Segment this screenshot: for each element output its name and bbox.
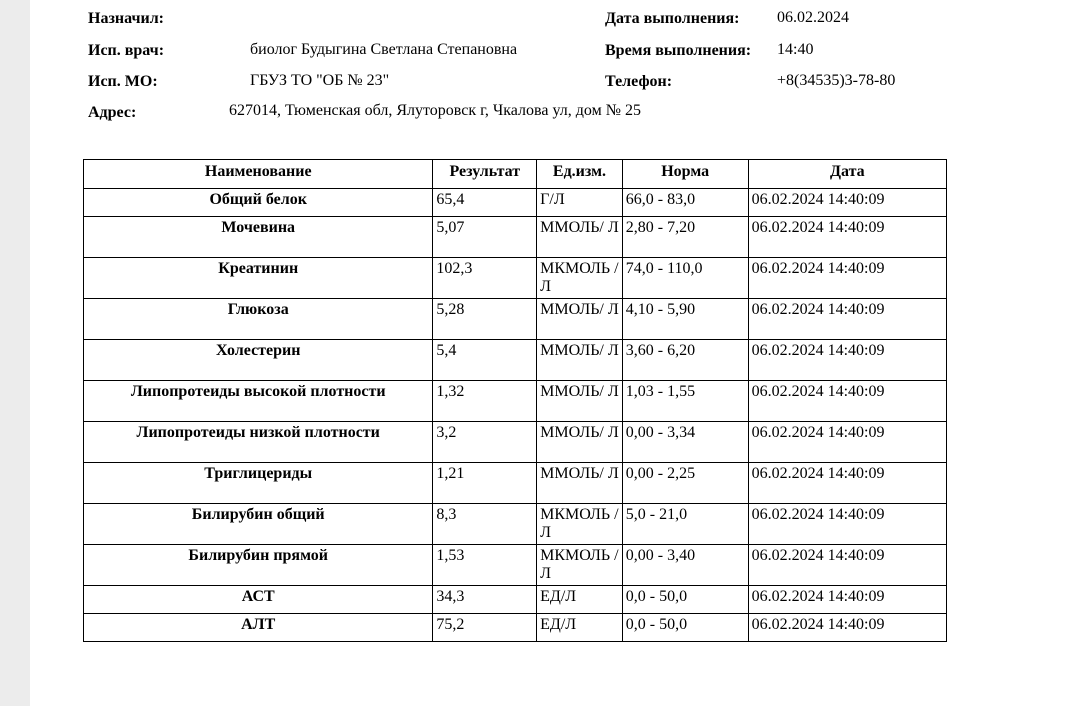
cell-unit: МКМОЛЬ /Л xyxy=(537,258,623,299)
cell-name: Креатинин xyxy=(84,258,433,299)
cell-name: АЛТ xyxy=(84,614,433,642)
table-row xyxy=(84,614,947,642)
cell-result: 102,3 xyxy=(433,258,537,299)
cell-date: 06.02.2024 14:40:09 xyxy=(748,217,946,258)
table-row xyxy=(84,217,947,258)
table-row xyxy=(84,504,947,545)
cell-unit: МКМОЛЬ /Л xyxy=(537,504,623,545)
cell-date: 06.02.2024 14:40:09 xyxy=(748,381,946,422)
cell-date: 06.02.2024 14:40:09 xyxy=(748,463,946,504)
cell-date: 06.02.2024 14:40:09 xyxy=(748,614,946,642)
cell-result: 1,53 xyxy=(433,545,537,586)
date-value: 06.02.2024 xyxy=(777,9,849,26)
cell-result: 8,3 xyxy=(433,504,537,545)
phone-value: +8(34535)3-78-80 xyxy=(777,72,896,89)
table-row xyxy=(84,381,947,422)
cell-unit: ММОЛЬ/ Л xyxy=(537,340,623,381)
table-row xyxy=(84,299,947,340)
table-row xyxy=(84,463,947,504)
cell-date: 06.02.2024 14:40:09 xyxy=(748,586,946,614)
cell-result: 65,4 xyxy=(433,189,537,217)
cell-norm: 0,00 - 2,25 xyxy=(622,463,748,504)
table-row xyxy=(84,586,947,614)
cell-norm: 2,80 - 7,20 xyxy=(622,217,748,258)
table-row xyxy=(84,189,947,217)
cell-name: Билирубин общий xyxy=(84,504,433,545)
cell-name: Липопротеиды высокой плотности xyxy=(84,381,433,422)
cell-name: Глюкоза xyxy=(84,299,433,340)
cell-unit: ММОЛЬ/ Л xyxy=(537,299,623,340)
cell-name: Холестерин xyxy=(84,340,433,381)
table-header-row xyxy=(84,160,947,189)
table-row xyxy=(84,545,947,586)
document-page xyxy=(30,0,1080,706)
assigned-label: Назначил: xyxy=(88,10,164,27)
cell-name: Мочевина xyxy=(84,217,433,258)
cell-norm: 0,00 - 3,34 xyxy=(622,422,748,463)
cell-name: Общий белок xyxy=(84,189,433,217)
table-row xyxy=(84,258,947,299)
col-header-unit: Ед.изм. xyxy=(537,160,623,189)
cell-result: 75,2 xyxy=(433,614,537,642)
cell-unit: Г/Л xyxy=(537,189,623,217)
cell-norm: 66,0 - 83,0 xyxy=(622,189,748,217)
cell-norm: 0,0 - 50,0 xyxy=(622,614,748,642)
cell-name: Билирубин прямой xyxy=(84,545,433,586)
address-value: 627014, Тюменская обл, Ялуторовск г, Чкалова ул, дом № 25 xyxy=(229,102,641,119)
date-label: Дата выполнения: xyxy=(605,10,740,27)
cell-unit: ЕД/Л xyxy=(537,614,623,642)
cell-date: 06.02.2024 14:40:09 xyxy=(748,299,946,340)
cell-name: Триглицериды xyxy=(84,463,433,504)
cell-result: 5,07 xyxy=(433,217,537,258)
cell-norm: 74,0 - 110,0 xyxy=(622,258,748,299)
cell-date: 06.02.2024 14:40:09 xyxy=(748,504,946,545)
cell-result: 5,4 xyxy=(433,340,537,381)
cell-result: 1,21 xyxy=(433,463,537,504)
cell-result: 1,32 xyxy=(433,381,537,422)
cell-date: 06.02.2024 14:40:09 xyxy=(748,189,946,217)
cell-unit: ММОЛЬ/ Л xyxy=(537,217,623,258)
cell-norm: 1,03 - 1,55 xyxy=(622,381,748,422)
cell-norm: 0,00 - 3,40 xyxy=(622,545,748,586)
cell-norm: 0,0 - 50,0 xyxy=(622,586,748,614)
cell-date: 06.02.2024 14:40:09 xyxy=(748,422,946,463)
cell-unit: МКМОЛЬ /Л xyxy=(537,545,623,586)
col-header-result: Результат xyxy=(433,160,537,189)
time-value: 14:40 xyxy=(777,41,814,58)
cell-name: Липопротеиды низкой плотности xyxy=(84,422,433,463)
doctor-label: Исп. врач: xyxy=(88,42,165,59)
cell-norm: 3,60 - 6,20 xyxy=(622,340,748,381)
col-header-date: Дата xyxy=(748,160,946,189)
phone-label: Телефон: xyxy=(605,73,673,90)
cell-norm: 5,0 - 21,0 xyxy=(622,504,748,545)
cell-date: 06.02.2024 14:40:09 xyxy=(748,340,946,381)
address-label: Адрес: xyxy=(88,104,137,121)
table-row xyxy=(84,340,947,381)
col-header-norm: Норма xyxy=(622,160,748,189)
cell-result: 34,3 xyxy=(433,586,537,614)
time-label: Время выполнения: xyxy=(605,42,752,59)
cell-unit: ЕД/Л xyxy=(537,586,623,614)
cell-result: 5,28 xyxy=(433,299,537,340)
cell-unit: ММОЛЬ/ Л xyxy=(537,463,623,504)
cell-norm: 4,10 - 5,90 xyxy=(622,299,748,340)
cell-date: 06.02.2024 14:40:09 xyxy=(748,258,946,299)
cell-unit: ММОЛЬ/ Л xyxy=(537,422,623,463)
table-row xyxy=(84,422,947,463)
cell-unit: ММОЛЬ/ Л xyxy=(537,381,623,422)
mo-label: Исп. МО: xyxy=(88,73,158,90)
cell-result: 3,2 xyxy=(433,422,537,463)
mo-value: ГБУЗ ТО "ОБ № 23" xyxy=(250,72,390,89)
col-header-name: Наименование xyxy=(84,160,433,189)
cell-date: 06.02.2024 14:40:09 xyxy=(748,545,946,586)
results-table xyxy=(83,159,947,642)
cell-name: АСТ xyxy=(84,586,433,614)
doctor-value: биолог Будыгина Светлана Степановна xyxy=(250,41,518,58)
